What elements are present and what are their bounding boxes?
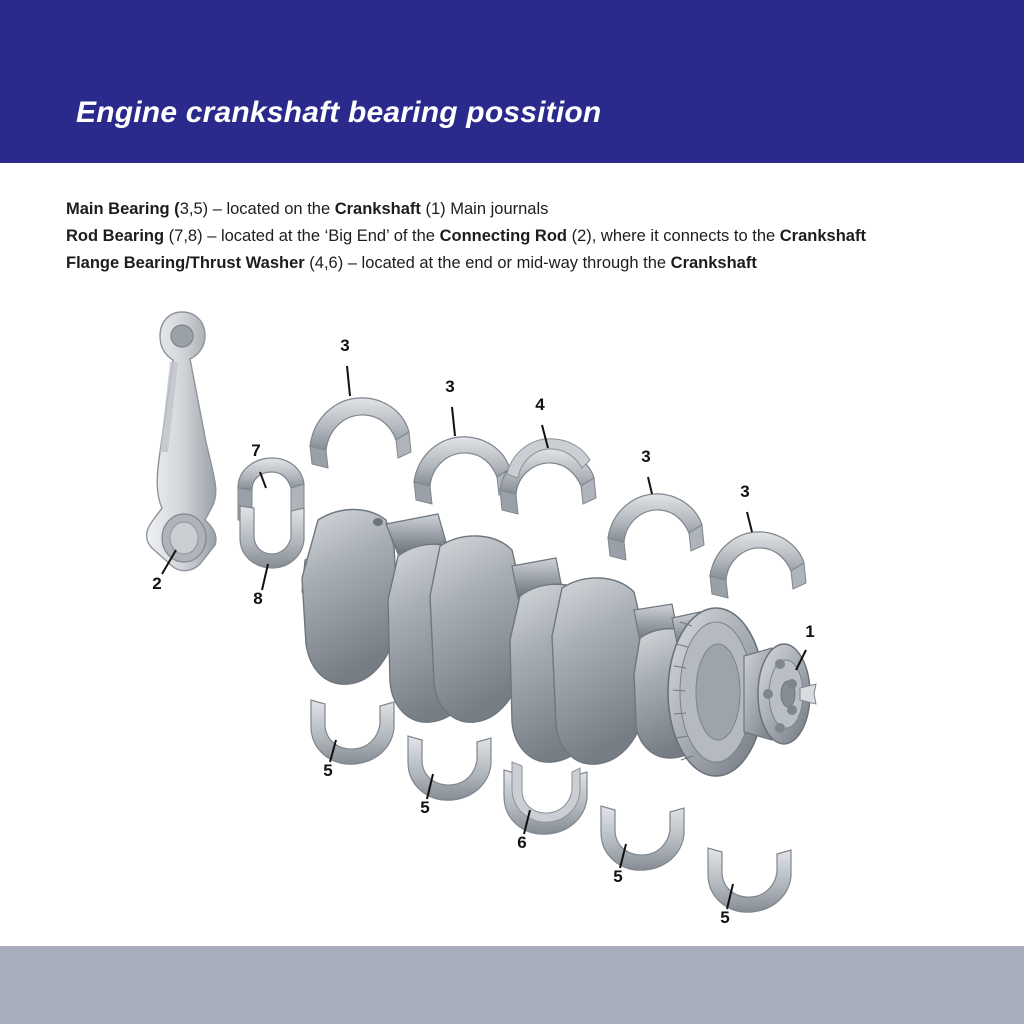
footer-bar: [0, 946, 1024, 1024]
header-banner: [0, 0, 1024, 163]
caption-segment: Connecting Rod: [439, 227, 567, 245]
caption-line-flange-bearing: [66, 250, 996, 277]
part-main-bearing-upper-3: [608, 494, 704, 560]
caption-segment: Rod Bearing: [66, 227, 165, 245]
part-flange-bearing-upper: [500, 439, 596, 514]
callout-2: 2: [152, 574, 162, 593]
callout-5a: 5: [323, 761, 333, 780]
caption-segment: (1) Main journals: [420, 200, 549, 218]
part-main-bearing-lower-1: [311, 700, 394, 764]
caption-segment: Crankshaft: [670, 254, 757, 272]
caption-block: [66, 196, 996, 277]
callout-5b: 5: [420, 798, 430, 817]
part-main-bearing-upper-4: [710, 532, 806, 598]
callout-5c: 5: [613, 867, 623, 886]
callout-3b: 3: [445, 377, 455, 396]
callout-5d: 5: [720, 908, 730, 927]
callout-7: 7: [251, 441, 261, 460]
callout-1: 1: [805, 622, 815, 641]
caption-segment: (4,6) – located at the end or mid-way through the: [304, 254, 671, 272]
caption-segment: Flange Bearing/Thrust Washer: [66, 254, 305, 272]
part-main-bearing-upper-1: [310, 398, 411, 468]
diagram-canvas: [0, 292, 1024, 942]
caption-segment: (7,8) – located at the ‘Big End’ of the: [164, 227, 440, 245]
caption-segment: (2), where it connects to the: [566, 227, 780, 245]
callout-6: 6: [517, 833, 527, 852]
callout-3a: 3: [340, 336, 350, 355]
caption-line-main-bearing: [66, 196, 996, 223]
part-main-bearing-upper-2: [414, 437, 512, 504]
caption-segment: 3,5) – located on the: [179, 200, 335, 218]
callout-8: 8: [253, 589, 263, 608]
part-thrust-washer-lower: [504, 762, 587, 834]
caption-segment: Crankshaft: [779, 227, 866, 245]
callout-3d: 3: [740, 482, 750, 501]
part-rod-bearing-lower: [240, 506, 304, 568]
part-connecting-rod: [147, 312, 216, 571]
caption-segment: Main Bearing (: [66, 200, 180, 218]
callout-3c: 3: [641, 447, 651, 466]
page-title: Engine crankshaft bearing possition: [76, 96, 602, 129]
callout-4: 4: [535, 395, 545, 414]
part-main-bearing-lower-2: [408, 736, 491, 800]
caption-segment: Crankshaft: [334, 200, 421, 218]
part-main-bearing-lower-3: [601, 806, 684, 870]
caption-line-rod-bearing: [66, 223, 996, 250]
part-main-bearing-lower-4: [708, 848, 791, 912]
